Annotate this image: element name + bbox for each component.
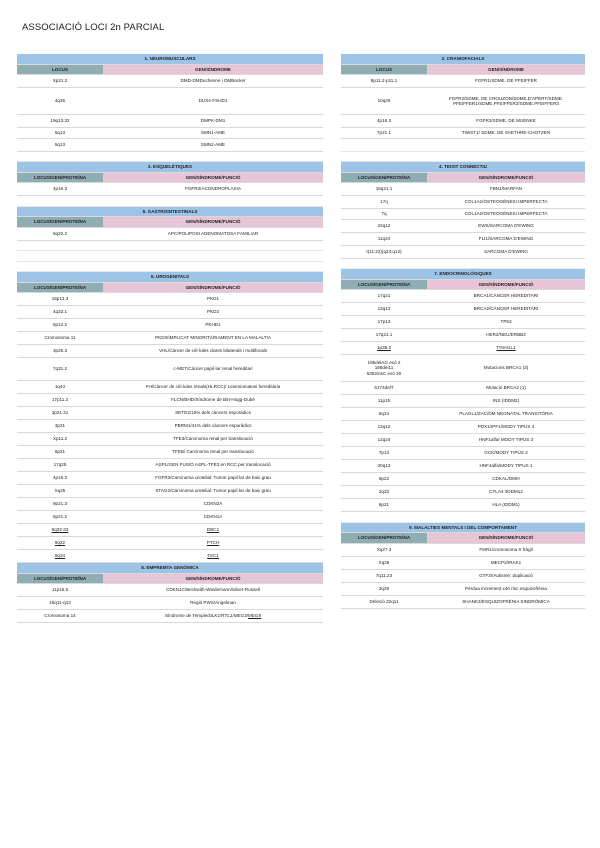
column-headers: LOCUS/GEN/PROTEÏNA GEN/SÍNDROME/FUNCIÓ [17,217,323,228]
table-row: 6p21 TFEB/ Carcinoma renal per translocació [17,446,323,459]
column-headers: LOCUS/GEN/PROTEÏNA GEN/SÍNDROME/FUNCIÓ [341,533,585,544]
table-row: Cromosoma 11 PKD3/IMPLICAT MINORITÀRIAMENT EN LA MALALTIA [17,332,323,345]
table-row: 7q11.23 GTF2I/Autisme; duplicació [341,569,585,582]
section-header-teixit-connectiu: 4. TEIXIT CONNECTIU [341,162,585,173]
column-gap [323,54,341,621]
table-row: 12q24 HNF1alfa/ MODY TIPUS 3 [341,434,585,447]
table-row: 17p13 TP53 [341,316,585,329]
table-row: 6p21.2 CDKN1A [17,511,323,524]
table-row: 11p15 INS (IDDM2) [341,395,585,408]
table-row: 3p21.31 SETD2/15% dels càncers esporàdics [17,407,323,420]
table-row: 185delAG exó 2 188del11 5382insC exó 20 Mutacions BRCA1 (3) [341,355,585,382]
blank-row [17,240,323,251]
section-header-endocrinologiques: 7. ENDOCRINOLÒGIQUES [341,269,585,280]
section-header-neuromusculars: 1. NEUROMUSCULARS [17,54,323,64]
table-row: 17q25 ASPL/GEN FUSIÓ ASPL-TFE3 en RCC per translocació [17,459,323,472]
blank-row [341,151,585,162]
table-row: t(11;22)(q24;q12) SARCOMA D'EWING [341,245,585,258]
table-row: 7p21.1 TWIST1/ SDME. DE SAETHRE-CHOTZEN [341,128,585,139]
table-row: 7p13 GCK/MODY TIPUS 2 [341,447,585,460]
table-row: Deleció 22q11 SHANK3/ESQUIZOFRÈNIA SINDRÒMICA [341,595,585,608]
table-row: 4p16.3 FGFR3/Carcinoma urotelial: Tumor papil·lar de baix grau [17,472,323,485]
table-row: 19q13.32 DMPK-DM1 [17,115,323,128]
blank-row [17,251,323,262]
table-row: 4p16.3 FGFR3/SDME. DE MUENKE [341,115,585,128]
table-row: 5q13 SMN2-AME [17,138,323,151]
blank-row [17,261,323,272]
table-row: Xq27.3 FMR1/cromosoma X fràgil [341,543,585,556]
column-headers: LOCUS/GEN/PROTEÏNA GEN/SÍNDROME/FUNCIÓ [17,573,323,584]
table-row: 3p25.3 VHL/Càncer de cèl·lules clares bilaterals i multifocals [17,345,323,358]
section-header-gastrointestinals: 5. GASTROINTESTINALS [17,206,323,217]
table-row: 1q43 FH/Càncer de cèl·lules renals(HLRCC)/ Leiomiomatosi hereditària [17,381,323,394]
section-header-esqueletiques: 3. ESQUELÈTIQUES [17,162,323,173]
blank-row [341,258,585,269]
table-row: 9q22 PTCH [17,537,323,550]
table-row: 11p15.5 CDKN1C/Beckwith-Wiedemann/Silver-Russell [17,584,323,597]
table-row: 3q29 Pèrdua increment x40 risc esquizofrènia [341,582,585,595]
table-row: 17p11.2 FLCN/BHD/Síndrome de Birt-Hogg-Dubé [17,394,323,407]
column-headers: LOCUS GEN/SÍNDROME [17,64,323,75]
table-row: 17q21 BRCA1/CÀNCER HEREDITARI [341,290,585,303]
document-title: ASSOCIACIÓ LOCI 2n PARCIAL [22,22,165,33]
section-header-empremta: 8. EMPREMTA GENÒMICA [17,563,323,574]
column-headers: LOCUS/GEN/PROTEÏNA GEN/SÍNDROME/FUNCIÓ [341,279,585,290]
column-headers: LOCUS/GEN/PROTEÏNA GEN/SÍNDROME/FUNCIÓ [341,172,585,183]
table-row: Xq28 MECP2/IRAK1 [341,556,585,569]
table-row: 20q13 HNF4alfa/MODY TIPUS 1 [341,460,585,473]
table-row: Xq25 STAG2/Carcinoma urotelial: Tumor papil·lar de baix grau [17,485,323,498]
blank-row [341,138,585,151]
left-loci-table [17,54,323,623]
table-row: Xp21.2 DMD-DMDuchenne i DMBecker [17,75,323,88]
table-row: Cromosoma 14 Síndrome de Temple/DLK1/RTL1/MEG3/MEG8 [17,610,323,623]
section-header-malalties-mentals: 9. MALALTIES MENTALS I DEL COMPORTAMENT [341,522,585,533]
table-row: 15q21.1 FBN1/MARFAN [341,183,585,196]
table-row: 6p22 CDKAL/DMIII [341,473,585,486]
blank-row [17,196,323,207]
table-row: 5q22.2 APC/POLIPOSI ADENOMATOSA FAMILIAR [17,227,323,240]
table-row: 13q13 BRCA2/CÀNCER HEREDITARI [341,303,585,316]
table-row: 2q33 CTLA4 /IDDM12 [341,486,585,499]
table-row: Xp11.2 TFE3/Carcinoma renal per translocació [17,433,323,446]
table-row: 11q24 FLI1/SARCOMA D'EWING [341,232,585,245]
table-row: 5q13 SMN1-AME [17,128,323,139]
table-row: 4q22.1 PKD2 [17,306,323,319]
table-row: 17q COL1A1/OSTEOGÈNESI IMPERFECTA [341,196,585,209]
table-row: 9q34 TSC1 [17,550,323,563]
table-row: 9q32-33 DBC1 [17,524,323,537]
right-loci-table [341,54,585,609]
table-row: 6p12.2 PKHD1 [17,319,323,332]
column-headers: LOCUS/GEN/PROTEÏNA GEN/SÍNDROME/FUNCIÓ [17,282,323,293]
table-row: 4p16.3 FGFR3/ACONDROPLÀSIA [17,183,323,196]
section-header-craniofacials: 2. CRANIOFACIALS [341,54,585,64]
table-row: 13q12 PDX1/IPF1/MODY TIPUS 4 [341,421,585,434]
table-row: 6p21 HLA (IDDM1) [341,499,585,512]
table-row: 8p11.2-p11.1 FGFR1/SDME. DE PFEIFFER [341,75,585,88]
table-row: 1p35.2 TINAGL1 [341,342,585,355]
table-row: 7q31.2 c-MET/Càncer papil·lar renal hereditari [17,358,323,381]
table-row: 16p13.3 PKD1 [17,293,323,306]
section-header-urogenitals: 6. UROGENITALS [17,272,323,283]
table-row: 10q26 FGFR2/SDME. DE CROUZON/SDME.D'APERT/SDME. PFEIFFER1/SDME.PFEIFFER2/SDME.PFEIFFER3 [341,88,585,115]
table-row: 3p21 PBRM1/41% dels càncers esporàdics [17,420,323,433]
table-row: 15q11-q13 Regió PWS/Angelman [17,597,323,610]
blank-row [341,512,585,523]
table-row: 17q21.1 HER2/NEU/ERBB2 [341,329,585,342]
column-headers: LOCUS/GEN/PROTEÏNA GEN/SÍNDROME/FUNCIÓ [17,172,323,183]
table-row: 9p21.3 CDKN2A [17,498,323,511]
table-row: 6174delT Mutació BRCA2 (1) [341,382,585,395]
column-headers: LOCUS GEN/SÍNDROME [341,64,585,75]
table-row: 6q24 PLAGL1/ZAC/DM NEONATAL TRANSITÒRIA [341,408,585,421]
table-row: 4q35 DUX4-FSHD1 [17,88,323,115]
blank-row [17,151,323,162]
table-row: 7q COL1A2/OSTEOGÈNESI IMPERFECTA [341,209,585,220]
table-row: 22q12 EWS/SARCOMA D'EWING [341,219,585,232]
